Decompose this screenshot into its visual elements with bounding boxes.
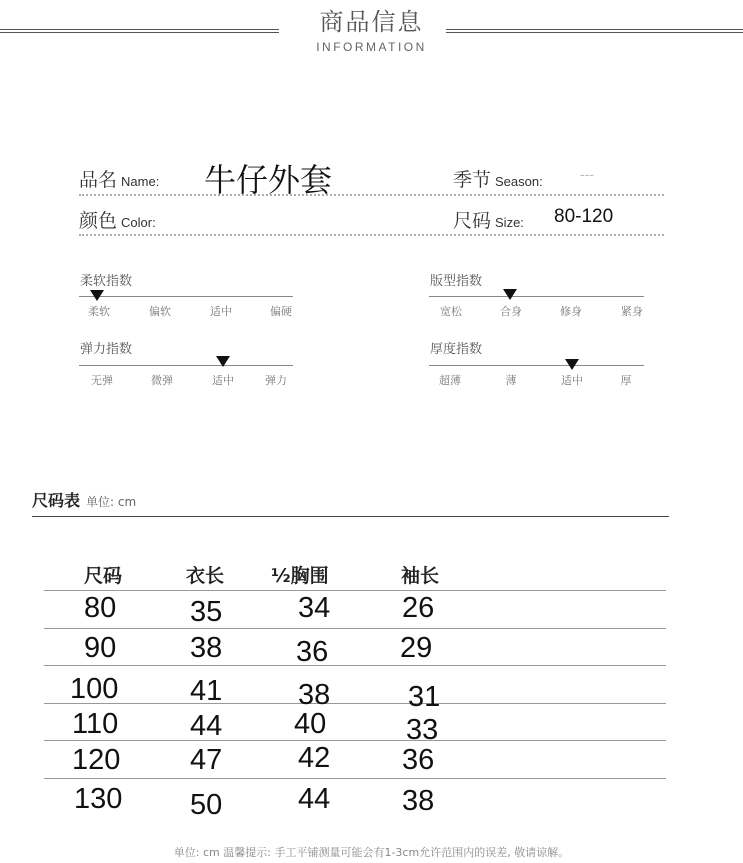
col-header-chest: ½胸围	[271, 565, 329, 587]
elasticity-marker-icon	[216, 356, 230, 367]
size-value: 80-120	[554, 206, 614, 227]
fit-option: 修身	[560, 305, 582, 318]
elasticity-scale-line	[79, 365, 293, 366]
table-cell: 50	[190, 789, 223, 821]
softness-option: 适中	[210, 305, 232, 318]
table-cell: 34	[298, 592, 331, 624]
fit-marker-icon	[503, 289, 517, 300]
thickness-option: 适中	[561, 374, 583, 387]
size-label: 尺码 Size:	[453, 210, 524, 232]
table-cell: 38	[190, 632, 223, 664]
color-label: 颜色 Color:	[79, 210, 156, 232]
softness-option: 偏软	[149, 305, 171, 318]
info-row-1	[79, 152, 664, 196]
thickness-option: 薄	[505, 374, 517, 387]
table-cell: 29	[400, 632, 433, 664]
col-header-size: 尺码	[84, 565, 123, 587]
softness-option: 偏硬	[270, 305, 292, 318]
table-cell: 33	[406, 714, 439, 746]
table-cell: 120	[72, 744, 121, 776]
table-cell: 42	[298, 742, 331, 774]
table-row-divider	[44, 703, 666, 704]
table-cell: 41	[190, 675, 223, 707]
name-value: 牛仔外套	[204, 161, 333, 199]
table-cell: 110	[72, 708, 119, 740]
softness-scale-line	[79, 296, 293, 297]
season-label: 季节 Season:	[453, 169, 543, 191]
col-header-length: 衣长	[186, 565, 225, 587]
table-cell: 26	[402, 592, 435, 624]
table-cell: 44	[190, 710, 223, 742]
elasticity-option: 无弹	[91, 374, 113, 387]
table-cell: 44	[298, 783, 331, 815]
size-table-rule	[32, 516, 669, 517]
softness-title: 柔软指数	[80, 274, 133, 289]
table-row-divider	[44, 590, 666, 591]
name-label: 品名 Name:	[79, 169, 160, 191]
size-table-title: 尺码表 单位: cm	[32, 491, 137, 510]
fit-option: 紧身	[621, 305, 643, 318]
thickness-option: 厚	[620, 374, 632, 387]
elasticity-option: 弹力	[265, 374, 287, 387]
table-cell: 80	[84, 592, 117, 624]
fit-option: 合身	[500, 305, 522, 318]
table-cell: 100	[70, 673, 119, 705]
table-row-divider	[44, 628, 666, 629]
season-value: ---	[580, 168, 595, 183]
table-cell: 38	[298, 679, 331, 711]
footer-note: 单位: cm 温馨提示: 手工平铺测量可能会有1-3cm允许范围内的误差, 敬请谅解。	[173, 846, 570, 859]
thickness-marker-icon	[565, 359, 579, 370]
col-header-sleeve: 袖长	[401, 565, 440, 587]
thickness-scale-line	[429, 365, 644, 366]
table-cell: 36	[402, 744, 435, 776]
softness-option: 柔软	[88, 305, 110, 318]
elasticity-title: 弹力指数	[80, 342, 133, 357]
thickness-option: 超薄	[439, 374, 461, 387]
softness-marker-icon	[90, 290, 104, 301]
table-cell: 38	[402, 785, 435, 817]
table-cell: 90	[84, 632, 117, 664]
header-subtitle: INFORMATION	[316, 40, 427, 54]
table-row-divider	[44, 665, 666, 666]
table-cell: 35	[190, 596, 223, 628]
fit-option: 宽松	[440, 305, 462, 318]
fit-title: 版型指数	[430, 274, 483, 289]
header-title: 商品信息	[319, 8, 424, 36]
table-cell: 40	[294, 708, 327, 740]
fit-scale-line	[429, 296, 644, 297]
table-row-divider	[44, 778, 666, 779]
thickness-title: 厚度指数	[430, 342, 483, 357]
elasticity-option: 适中	[212, 374, 234, 387]
table-cell: 31	[408, 681, 441, 713]
size-table-unit: 单位: cm	[86, 495, 137, 509]
elasticity-option: 微弹	[151, 374, 173, 387]
table-cell: 36	[296, 636, 329, 668]
table-cell: 130	[74, 783, 123, 815]
table-row-divider	[44, 740, 666, 741]
table-cell: 47	[190, 744, 223, 776]
